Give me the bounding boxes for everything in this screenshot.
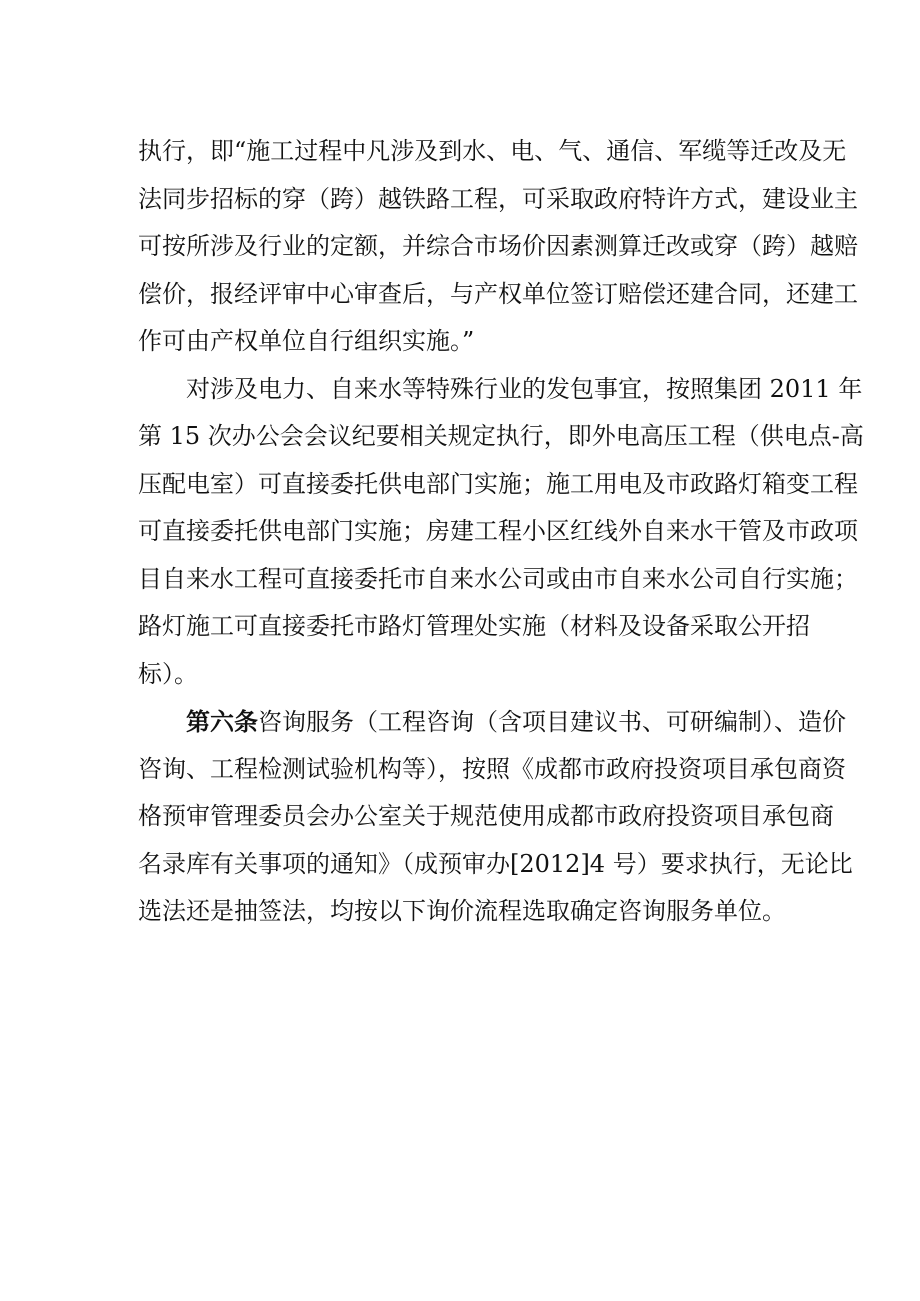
- paragraph-line: 选法还是抽签法，均按以下询价流程选取确定咨询服务单位。: [138, 897, 786, 925]
- paragraph-line: 对涉及电力、自来水等特殊行业的发包事宜，按照集团 2011 年: [186, 374, 863, 403]
- paragraph-line: 名录库有关事项的通知》（成预审办[2012]4 号）要求执行，无论比: [138, 849, 853, 878]
- paragraph-1: [138, 128, 858, 366]
- paragraph-line: 偿价，报经评审中心审查后，与产权单位签订赔偿还建合同，还建工: [138, 279, 858, 308]
- article-label: 第六条: [186, 707, 258, 736]
- paragraph-2: [138, 366, 864, 699]
- paragraph-line: [138, 698, 846, 746]
- paragraph-line: 可直接委托供电部门实施；房建工程小区红线外自来水干管及市政项: [138, 517, 858, 545]
- paragraph-line: 压配电室）可直接委托供电部门实施；施工用电及市政路灯箱变工程: [138, 469, 858, 498]
- paragraph-line: 法同步招标的穿（跨）越铁路工程，可采取政府特许方式，建设业主: [138, 184, 858, 213]
- article-text: 咨询服务（工程咨询（含项目建议书、可研编制）、造价: [258, 708, 846, 736]
- paragraph-line: 作可由产权单位自行组织实施。”: [138, 327, 475, 355]
- paragraph-line: 第 15 次办公会会议纪要相关规定执行，即外电高压工程（供电点-高: [138, 422, 864, 450]
- paragraph-line: 格预审管理委员会办公室关于规范使用成都市政府投资项目承包商: [138, 802, 834, 830]
- document-body: [138, 128, 864, 936]
- paragraph-line: 目自来水工程可直接委托市自来水公司或由市自来水公司自行实施；: [138, 564, 858, 593]
- paragraph-line: 标）。: [138, 659, 198, 688]
- paragraph-line: 执行，即“施工过程中凡涉及到水、电、气、通信、军缆等迁改及无: [138, 137, 847, 165]
- paragraph-line: 可按所涉及行业的定额，并综合市场价因素测算迁改或穿（跨）越赔: [138, 232, 858, 260]
- paragraph-line: 咨询、工程检测试验机构等），按照《成都市政府投资项目承包商资: [138, 754, 846, 783]
- paragraph-3: [138, 698, 853, 936]
- paragraph-line: 路灯施工可直接委托市路灯管理处实施（材料及设备采取公开招: [138, 612, 810, 640]
